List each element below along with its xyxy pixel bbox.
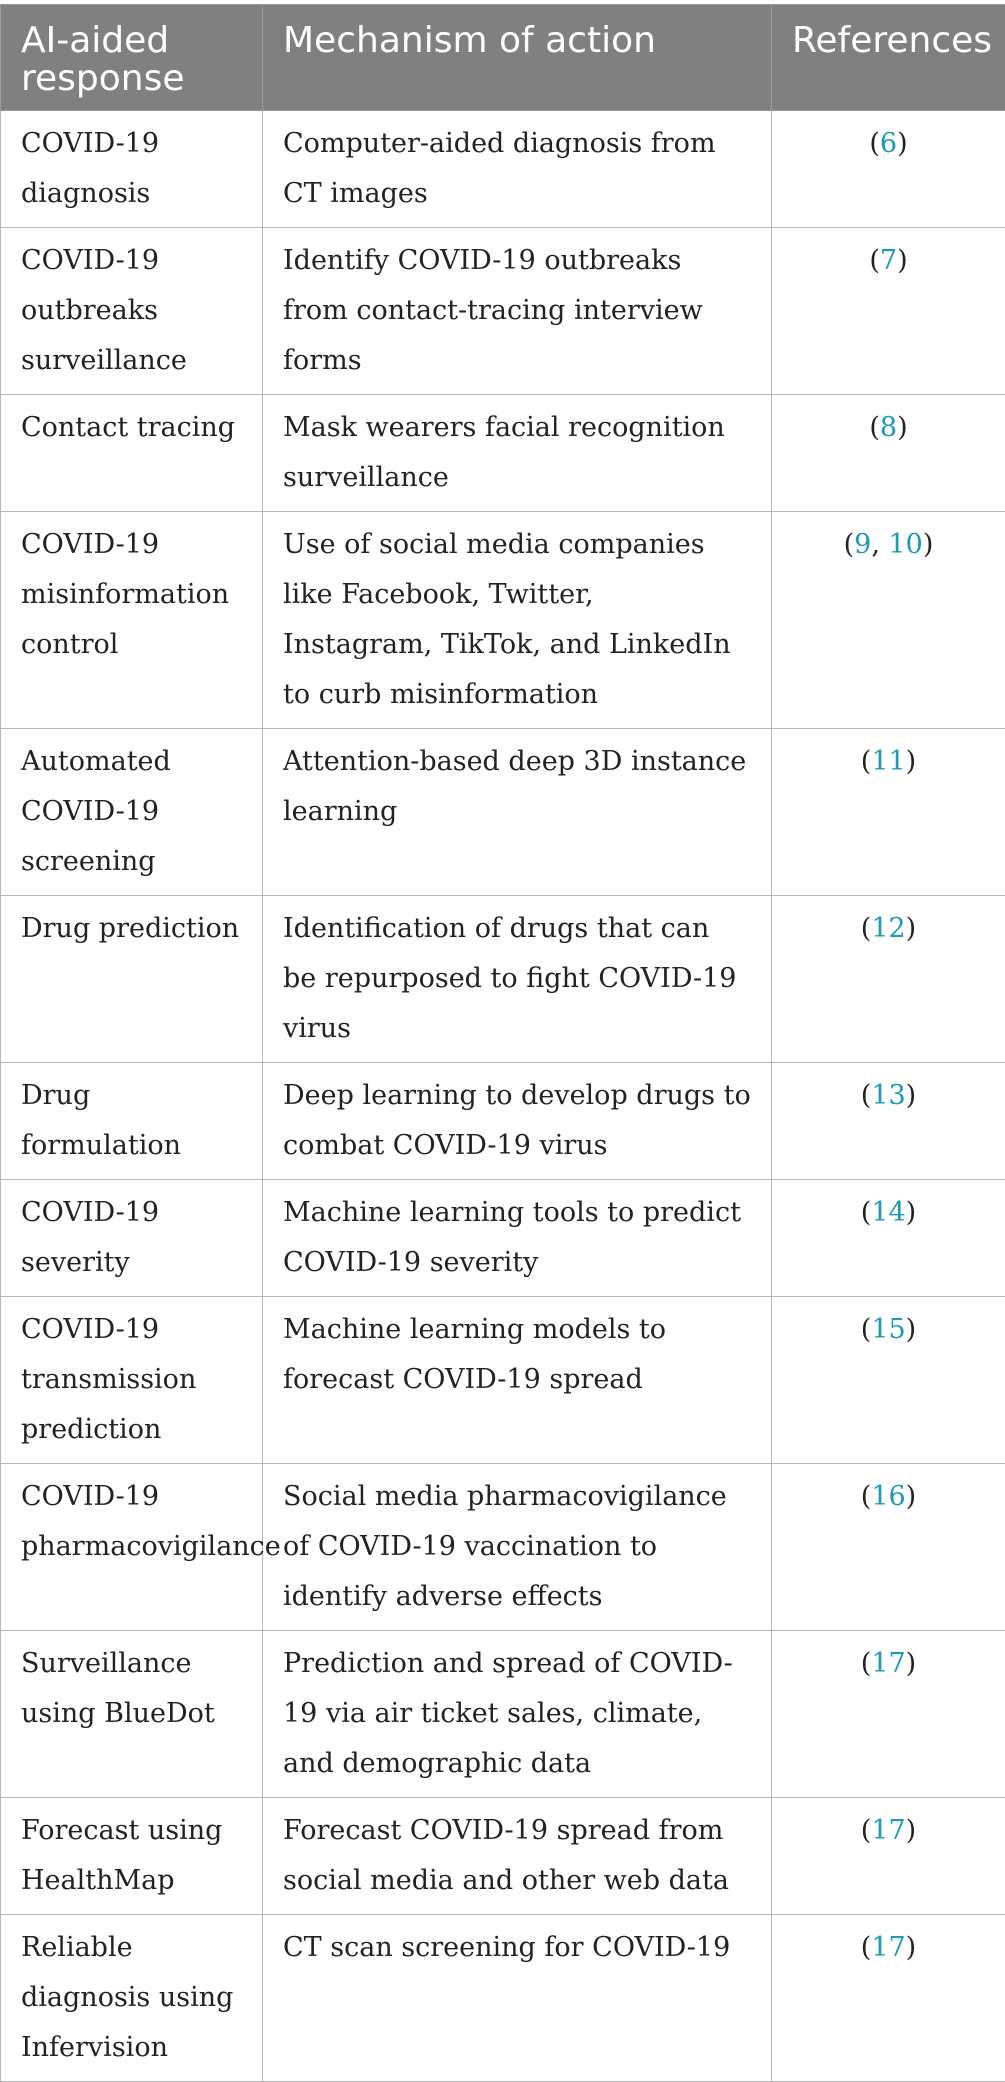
ref-close-paren: ) <box>906 1197 917 1228</box>
ref-close-paren: ) <box>906 1648 917 1679</box>
ref-open-paren: ( <box>861 913 872 944</box>
cell-references <box>772 1915 1005 2082</box>
cell-mechanism: Identification of drugs that can be repurposed to fight COVID-19 virus <box>263 896 772 1063</box>
table-header <box>1 5 1005 111</box>
cell-response: Drug formulation <box>1 1063 263 1180</box>
ref-close-paren: ) <box>906 746 917 777</box>
cell-references <box>772 1798 1005 1915</box>
cell-mechanism: Forecast COVID-19 spread from social media and other web data <box>263 1798 772 1915</box>
reference-link[interactable]: 14 <box>871 1197 905 1228</box>
table-row <box>1 896 1005 1063</box>
table-row <box>1 1063 1005 1180</box>
table-row <box>1 1631 1005 1798</box>
cell-references <box>772 395 1005 512</box>
ref-open-paren: ( <box>861 1932 872 1963</box>
cell-references <box>772 1297 1005 1464</box>
ref-close-paren: ) <box>897 245 908 276</box>
reference-link[interactable]: 17 <box>871 1932 905 1963</box>
ref-open-paren: ( <box>861 1197 872 1228</box>
cell-references <box>772 1464 1005 1631</box>
cell-response: Contact tracing <box>1 395 263 512</box>
ref-open-paren: ( <box>861 1648 872 1679</box>
cell-references <box>772 512 1005 729</box>
cell-mechanism: Prediction and spread of COVID-19 via air ticket sales, climate, and demographic data <box>263 1631 772 1798</box>
reference-link[interactable]: 7 <box>880 245 897 276</box>
cell-response: COVID-19 pharmacovigilance <box>1 1464 263 1631</box>
cell-response: Forecast using HealthMap <box>1 1798 263 1915</box>
ref-close-paren: ) <box>906 913 917 944</box>
ref-close-paren: ) <box>906 1815 917 1846</box>
column-header-references: References <box>772 5 1005 111</box>
ref-close-paren: ) <box>923 529 934 560</box>
cell-response: COVID-19 outbreaks surveillance <box>1 228 263 395</box>
ref-close-paren: ) <box>897 412 908 443</box>
table-row <box>1 111 1005 228</box>
cell-mechanism: Use of social media companies like Facebook, Twitter, Instagram, TikTok, and LinkedIn to curb misinformation <box>263 512 772 729</box>
table-row <box>1 1180 1005 1297</box>
cell-response: COVID-19 misinformation control <box>1 512 263 729</box>
cell-response: Automated COVID-19 screening <box>1 729 263 896</box>
cell-response: COVID-19 transmission prediction <box>1 1297 263 1464</box>
table-row <box>1 1297 1005 1464</box>
cell-references <box>772 1631 1005 1798</box>
table-body <box>1 111 1005 2082</box>
cell-references <box>772 111 1005 228</box>
ref-open-paren: ( <box>861 746 872 777</box>
cell-mechanism: Machine learning models to forecast COVID-19 spread <box>263 1297 772 1464</box>
cell-mechanism: Attention-based deep 3D instance learning <box>263 729 772 896</box>
cell-response: Surveillance using BlueDot <box>1 1631 263 1798</box>
ref-open-paren: ( <box>869 128 880 159</box>
cell-references <box>772 896 1005 1063</box>
table-row <box>1 1915 1005 2082</box>
ai-response-table-container <box>0 4 1005 2082</box>
ref-open-paren: ( <box>861 1815 872 1846</box>
ref-open-paren: ( <box>861 1080 872 1111</box>
cell-response: Drug prediction <box>1 896 263 1063</box>
cell-response: Reliable diagnosis using Infervision <box>1 1915 263 2082</box>
table-row <box>1 512 1005 729</box>
reference-link[interactable]: 10 <box>889 529 923 560</box>
ref-open-paren: ( <box>861 1481 872 1512</box>
reference-link[interactable]: 6 <box>880 128 897 159</box>
cell-mechanism: Deep learning to develop drugs to combat COVID-19 virus <box>263 1063 772 1180</box>
reference-link[interactable]: 13 <box>871 1080 905 1111</box>
table-row <box>1 395 1005 512</box>
cell-references <box>772 228 1005 395</box>
reference-link[interactable]: 9 <box>854 529 871 560</box>
ai-response-table <box>0 4 1005 2082</box>
cell-mechanism: Social media pharmacovigilance of COVID-19 vaccination to identify adverse effects <box>263 1464 772 1631</box>
cell-references <box>772 1180 1005 1297</box>
ref-close-paren: ) <box>906 1932 917 1963</box>
reference-link[interactable]: 12 <box>871 913 905 944</box>
cell-response: COVID-19 diagnosis <box>1 111 263 228</box>
reference-link[interactable]: 17 <box>871 1648 905 1679</box>
ref-close-paren: ) <box>906 1314 917 1345</box>
cell-mechanism: Machine learning tools to predict COVID-19 severity <box>263 1180 772 1297</box>
reference-link[interactable]: 16 <box>871 1481 905 1512</box>
cell-mechanism: Computer-aided diagnosis from CT images <box>263 111 772 228</box>
cell-response: COVID-19 severity <box>1 1180 263 1297</box>
table-row <box>1 1798 1005 1915</box>
ref-close-paren: ) <box>906 1481 917 1512</box>
ref-close-paren: ) <box>906 1080 917 1111</box>
ref-open-paren: ( <box>861 1314 872 1345</box>
ref-separator: , <box>871 529 888 560</box>
ref-close-paren: ) <box>897 128 908 159</box>
ref-open-paren: ( <box>844 529 855 560</box>
column-header-response: AI-aided response <box>1 5 263 111</box>
table-row <box>1 729 1005 896</box>
cell-references <box>772 729 1005 896</box>
column-header-mechanism: Mechanism of action <box>263 5 772 111</box>
reference-link[interactable]: 11 <box>871 746 905 777</box>
reference-link[interactable]: 8 <box>880 412 897 443</box>
header-row <box>1 5 1005 111</box>
cell-mechanism: Mask wearers facial recognition surveillance <box>263 395 772 512</box>
cell-mechanism: CT scan screening for COVID-19 <box>263 1915 772 2082</box>
ref-open-paren: ( <box>869 245 880 276</box>
reference-link[interactable]: 17 <box>871 1815 905 1846</box>
reference-link[interactable]: 15 <box>871 1314 905 1345</box>
table-row <box>1 1464 1005 1631</box>
cell-references <box>772 1063 1005 1180</box>
ref-open-paren: ( <box>869 412 880 443</box>
table-row <box>1 228 1005 395</box>
cell-mechanism: Identify COVID-19 outbreaks from contact-tracing interview forms <box>263 228 772 395</box>
